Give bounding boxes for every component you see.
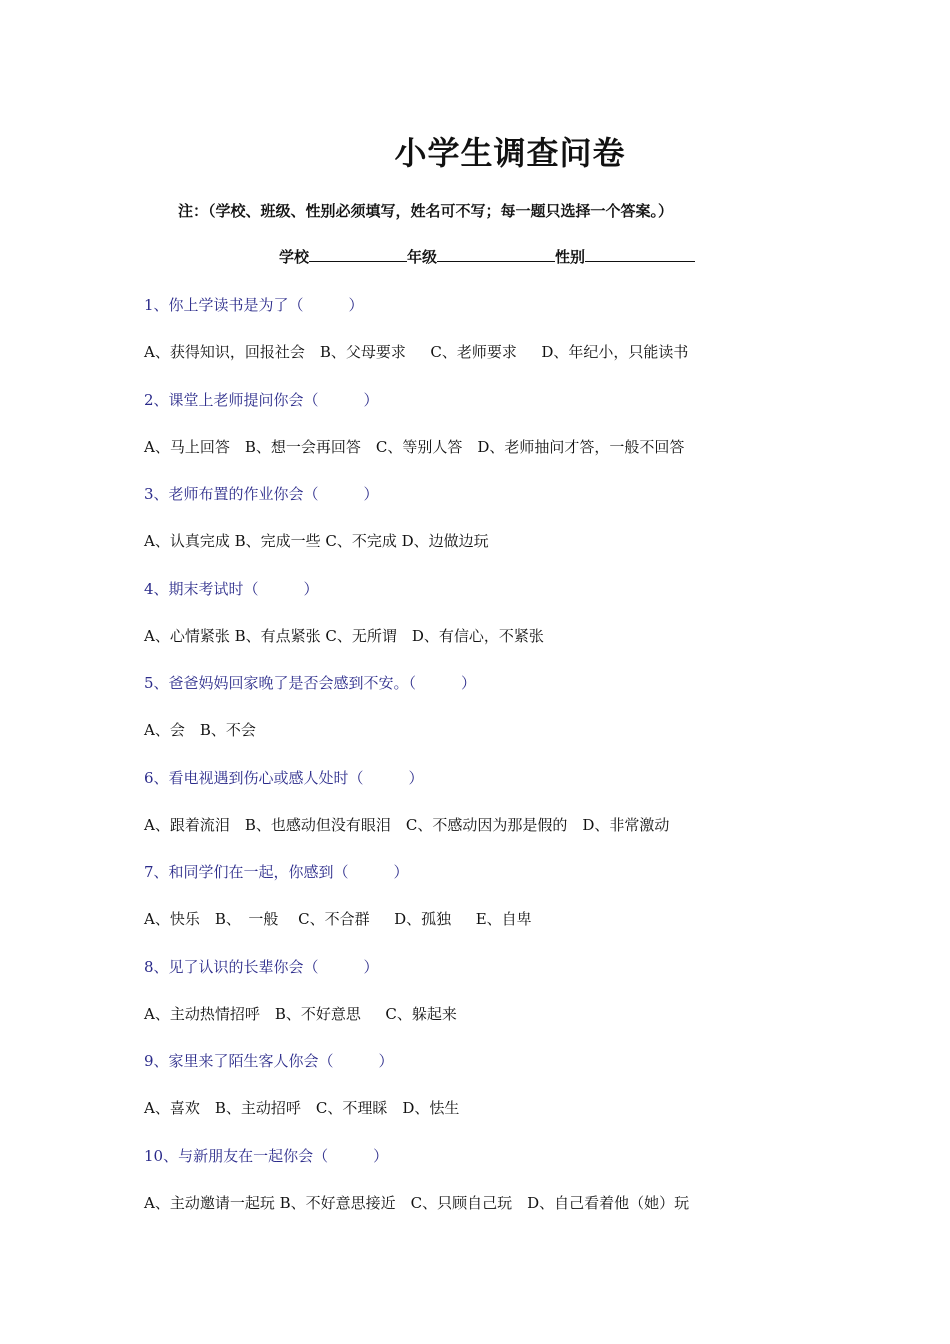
options-10: A、主动邀请一起玩 B、不好意思接近 C、只顾自己玩 D、自己看着他（她）玩 (144, 1194, 690, 1212)
grade-label: 年级 (407, 248, 438, 266)
gender-blank[interactable] (585, 247, 695, 262)
question-5: 5、爸爸妈妈回家晚了是否会感到不安。（ ） (144, 674, 477, 692)
options-6: A、跟着流泪 B、也感动但没有眼泪 C、不感动因为那是假的 D、非常激动 (144, 816, 670, 834)
school-blank[interactable] (309, 247, 407, 262)
gender-label: 性别 (555, 248, 586, 266)
options-4: A、心情紧张 B、有点紧张 C、无所谓 D、有信心，不紧张 (144, 627, 544, 645)
question-3: 3、老师布置的作业你会（ ） (144, 485, 379, 503)
options-9: A、喜欢 B、主动招呼 C、不理睬 D、怯生 (144, 1099, 460, 1117)
question-8: 8、见了认识的长辈你会（ ） (144, 958, 379, 976)
options-7: A、快乐 B、 一般 C、不合群 D、孤独 E、自卑 (144, 910, 532, 928)
question-2: 2、课堂上老师提问你会（ ） (144, 391, 379, 409)
options-8: A、主动热情招呼 B、不好意思 C、躲起来 (144, 1005, 457, 1023)
grade-blank[interactable] (437, 247, 555, 262)
question-6: 6、看电视遇到伤心或感人处时（ ） (144, 769, 424, 787)
question-10: 10、与新朋友在一起你会（ ） (144, 1147, 389, 1165)
instructions-note: 注：（学校、班级、性别必须填写，姓名可不写；每一题只选择一个答案。） (178, 202, 674, 220)
options-1: A、获得知识，回报社会 B、父母要求 C、老师要求 D、年纪小，只能读书 (144, 343, 689, 361)
question-1: 1、你上学读书是为了（ ） (144, 296, 364, 314)
options-3: A、认真完成 B、完成一些 C、不完成 D、边做边玩 (144, 532, 489, 550)
question-4: 4、期末考试时（ ） (144, 580, 319, 598)
school-label: 学校 (279, 248, 310, 266)
page-title: 小学生调查问卷 (394, 134, 626, 172)
options-5: A、会 B、不会 (144, 721, 256, 739)
question-9: 9、家里来了陌生客人你会（ ） (144, 1052, 394, 1070)
info-fields (279, 246, 695, 267)
question-7: 7、和同学们在一起，你感到（ ） (144, 863, 409, 881)
options-2: A、马上回答 B、想一会再回答 C、等别人答 D、老师抽问才答，一般不回答 (144, 438, 685, 456)
